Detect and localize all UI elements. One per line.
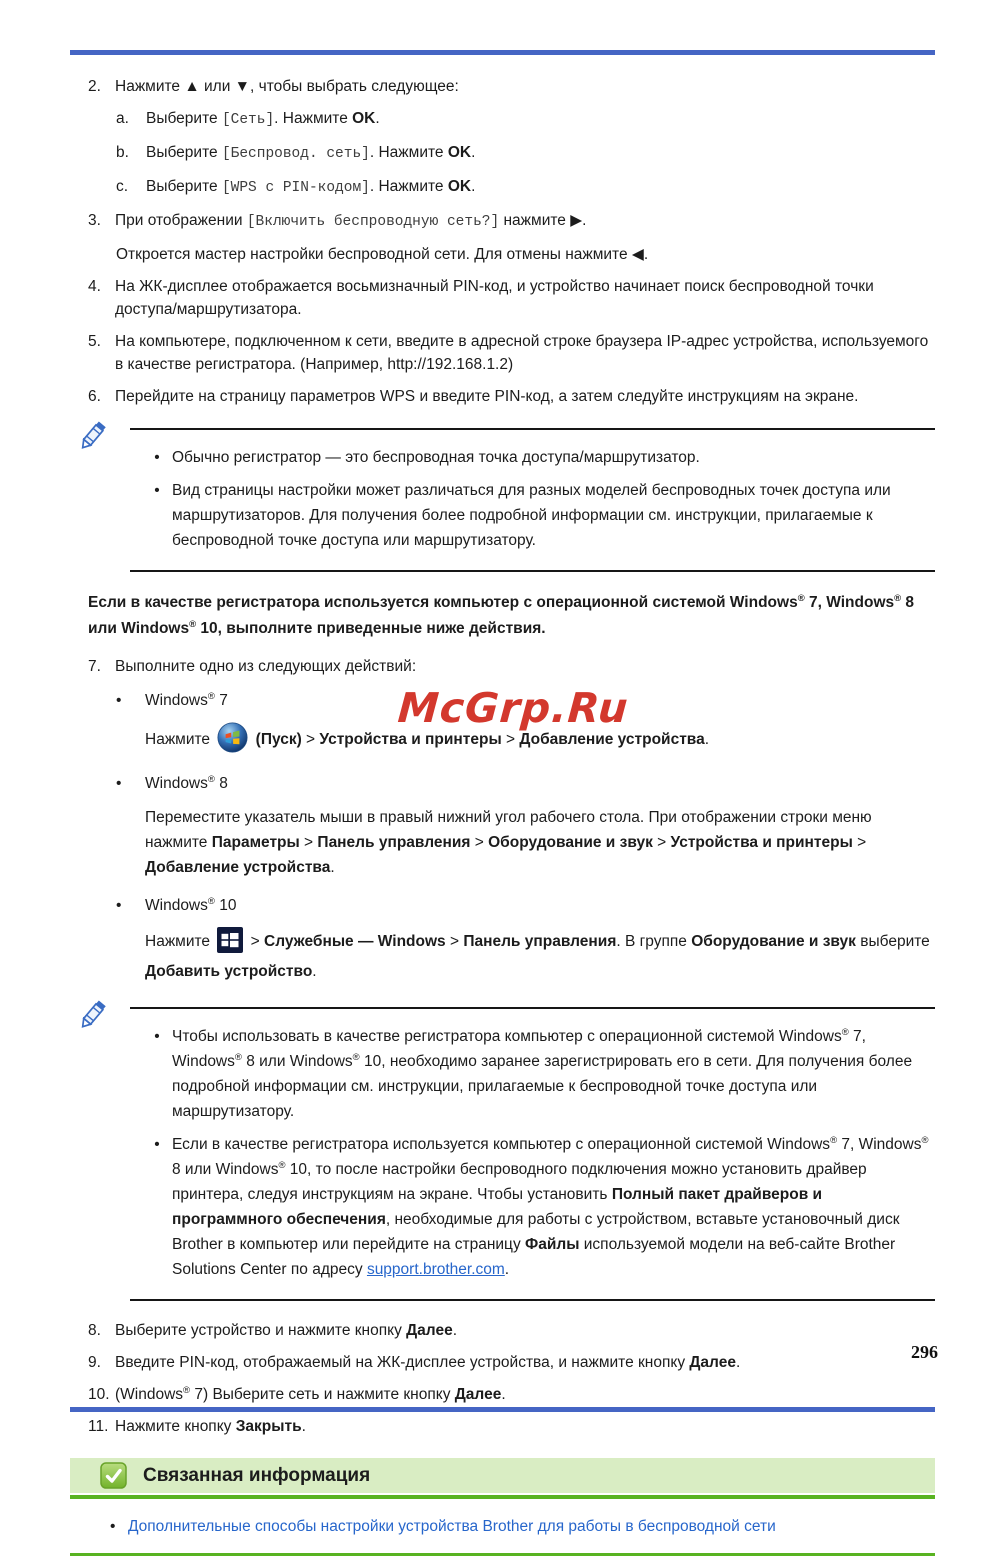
related-info-banner bbox=[70, 1458, 935, 1493]
text-run: 10, выполните приведенные ниже действия. bbox=[196, 620, 546, 637]
support-brother-link[interactable]: support.brother.com bbox=[366, 1261, 505, 1278]
windows8-instruction bbox=[70, 805, 935, 880]
bullet-glyph: • bbox=[116, 775, 122, 792]
text-run: Далее bbox=[406, 1322, 453, 1339]
text-run: ® bbox=[352, 1051, 360, 1063]
substep-label: a. bbox=[116, 110, 129, 127]
bullet-glyph: • bbox=[116, 692, 122, 709]
option-label bbox=[145, 772, 228, 795]
text-run: На ЖК-дисплее отображается восьмизначный PIN-код, и устройство начинает поиск беспроводной точки доступа/маршрутизатора. bbox=[115, 278, 874, 318]
text-run: > bbox=[301, 731, 320, 748]
text-run: Обычно регистратор — это беспроводная точка доступа/маршрутизатор. bbox=[172, 449, 700, 466]
text-run: ® bbox=[207, 773, 215, 785]
text-run: Добавление устройства bbox=[519, 731, 705, 748]
text-run: Выберите bbox=[146, 178, 222, 195]
step-text bbox=[115, 275, 935, 321]
text-run: . bbox=[471, 178, 476, 195]
text-run: > bbox=[445, 933, 464, 950]
substep-text bbox=[146, 141, 475, 166]
text-run: [Сеть] bbox=[221, 112, 275, 128]
text-run: 7, Windows bbox=[804, 594, 895, 611]
text-run: ® bbox=[830, 1134, 838, 1146]
text-run: Панель управления bbox=[463, 933, 617, 950]
step-4 bbox=[70, 275, 935, 321]
text-run: ® bbox=[207, 690, 215, 702]
note-text bbox=[172, 1132, 935, 1282]
text-run: Windows bbox=[145, 897, 208, 914]
step-text bbox=[115, 209, 935, 234]
text-run: Выберите bbox=[146, 144, 222, 161]
step-text bbox=[115, 1383, 935, 1406]
bullet-glyph: • bbox=[154, 1028, 160, 1045]
text-run: выберите bbox=[855, 933, 930, 950]
text-run: ® bbox=[183, 1384, 191, 1396]
text-run: Закрыть bbox=[235, 1418, 302, 1435]
text-run: 7 bbox=[214, 692, 228, 709]
option-label bbox=[145, 689, 228, 712]
note-box-2 bbox=[130, 1007, 935, 1301]
text-run: . Нажмите bbox=[369, 178, 448, 195]
step-number: 7. bbox=[88, 658, 101, 675]
related-info-section bbox=[70, 1458, 935, 1556]
step-7 bbox=[70, 655, 935, 678]
step-2 bbox=[70, 75, 935, 98]
text-run: Выполните одно из следующих действий: bbox=[115, 658, 417, 675]
step-10 bbox=[70, 1383, 935, 1406]
text-run: 8 или Windows bbox=[172, 1161, 279, 1178]
note-box-1 bbox=[130, 428, 935, 572]
text-run: OK bbox=[447, 178, 472, 195]
step-5 bbox=[70, 330, 935, 376]
text-run: 8 или Windows bbox=[241, 1053, 353, 1070]
text-run: . bbox=[330, 859, 335, 876]
site-watermark: McGrp.Ru bbox=[396, 684, 631, 732]
related-link-row bbox=[110, 1516, 935, 1538]
text-run: ® bbox=[921, 1134, 929, 1146]
substep-text bbox=[146, 107, 380, 132]
related-link[interactable]: Дополнительные способы настройки устройства Brother для работы в беспроводной сети bbox=[128, 1518, 776, 1535]
text-run: . bbox=[471, 144, 476, 161]
text-run: Устройства и принтеры bbox=[670, 834, 853, 851]
text-run: Добавить устройство bbox=[145, 963, 313, 980]
text-run: Windows bbox=[145, 775, 208, 792]
step-number: 5. bbox=[88, 333, 101, 350]
text-run: 8 bbox=[214, 775, 228, 792]
text-run: Нажмите кнопку bbox=[115, 1418, 236, 1435]
text-run: (Windows bbox=[115, 1386, 184, 1403]
text-run: ® bbox=[234, 1051, 242, 1063]
bullet-glyph: • bbox=[154, 449, 160, 466]
text-run: используемой модели на веб-сайте Brother Solutions Center по адресу bbox=[172, 1236, 896, 1278]
text-run: Перейдите на страницу параметров WPS и введите PIN-код, а затем следуйте инструкциям на экране. bbox=[115, 388, 859, 405]
text-run: 7, Windows bbox=[837, 1136, 922, 1153]
step-3-continuation bbox=[70, 243, 935, 266]
text-run: Панель управления bbox=[317, 834, 471, 851]
text-run: [Включить беспроводную сеть?] bbox=[246, 214, 500, 230]
text-run: Устройства и принтеры bbox=[319, 731, 502, 748]
registrar-intro-paragraph bbox=[70, 590, 935, 642]
text-run: Полный пакет драйверов и программного обеспечения bbox=[172, 1186, 823, 1228]
bullet-glyph: • bbox=[154, 1136, 160, 1153]
text-run: ® bbox=[207, 895, 215, 907]
step-text bbox=[115, 385, 935, 408]
text-run: . В группе bbox=[616, 933, 692, 950]
step-number: 2. bbox=[88, 78, 101, 95]
text-run: ® bbox=[189, 618, 197, 630]
text-run: [Беспровод. сеть] bbox=[221, 146, 370, 162]
text-run: ® bbox=[894, 592, 902, 604]
bullet-glyph: • bbox=[110, 1518, 116, 1535]
step-11 bbox=[70, 1415, 935, 1438]
text-run: . Нажмите bbox=[274, 110, 353, 127]
text-run: Нажмите bbox=[145, 731, 215, 748]
note-bullet bbox=[142, 1132, 935, 1282]
checkmark-icon bbox=[100, 1462, 127, 1489]
text-run: Выберите bbox=[146, 110, 222, 127]
text-run: > bbox=[299, 834, 318, 851]
windows10-option bbox=[70, 894, 935, 917]
note-bullet bbox=[142, 478, 935, 553]
text-run: , необходимые для работы с устройством, вставьте установочный диск Brother в компьютер или перейдите на страницу bbox=[172, 1211, 900, 1253]
step-text bbox=[115, 655, 935, 678]
text-run: . bbox=[375, 110, 380, 127]
text-run: Служебные — Windows bbox=[264, 933, 446, 950]
text-run: 7, Windows bbox=[172, 1028, 866, 1070]
text-run: 8 или Windows bbox=[88, 594, 915, 637]
text-run: (Пуск) bbox=[255, 731, 302, 748]
page-number: 296 bbox=[911, 1342, 938, 1362]
step-text bbox=[115, 330, 935, 376]
windows10-start-icon bbox=[217, 927, 243, 953]
page-content bbox=[70, 66, 935, 1556]
text-run: Вид страницы настройки может различаться для разных моделей беспроводных точек доступа или маршрутизаторов. Для получения более подробной информации см. инструкции, прилагаемые к беспроводной точке доступа или маршрутизатору. bbox=[172, 482, 891, 549]
text-run: Файлы bbox=[525, 1236, 580, 1253]
substep-label: b. bbox=[116, 144, 129, 161]
text-run: Выберите устройство и нажмите кнопку bbox=[115, 1322, 407, 1339]
text-run: Нажмите ▲ или ▼, чтобы выбрать следующее: bbox=[115, 78, 459, 95]
step-number: 9. bbox=[88, 1354, 101, 1371]
windows7-option bbox=[70, 689, 935, 712]
text-run: > bbox=[652, 834, 671, 851]
text-run: . bbox=[501, 1386, 506, 1403]
related-info-title: Связанная информация bbox=[143, 1464, 371, 1486]
text-run: Откроется мастер настройки беспроводной сети. Для отмены нажмите ◀. bbox=[116, 246, 649, 263]
note-text bbox=[172, 445, 935, 470]
text-run: 10 bbox=[214, 897, 237, 914]
text-run: Добавление устройства bbox=[145, 859, 331, 876]
text-run: . bbox=[735, 1354, 741, 1371]
step-text bbox=[115, 75, 935, 98]
pencil-icon bbox=[74, 993, 114, 1040]
text-run: > bbox=[250, 933, 265, 950]
step-number: 3. bbox=[88, 212, 101, 229]
text-run: Если в качестве регистратора используется компьютер с операционной системой Windows bbox=[172, 1136, 831, 1153]
text-run: При отображении bbox=[115, 212, 247, 229]
text-run: Чтобы использовать в качестве регистратора компьютер с операционной системой Windows bbox=[172, 1028, 842, 1045]
substep-text bbox=[146, 175, 475, 200]
text-run: Если в качестве регистратора используется компьютер с операционной системой Windows bbox=[88, 594, 798, 611]
bullet-glyph: • bbox=[116, 897, 122, 914]
step-number: 4. bbox=[88, 278, 101, 295]
bullet-glyph: • bbox=[154, 482, 160, 499]
text-run: Параметры bbox=[211, 834, 300, 851]
bottom-rule bbox=[70, 1407, 935, 1412]
text-run: 7) Выберите сеть и нажмите кнопку bbox=[190, 1386, 455, 1403]
step-text bbox=[115, 1415, 935, 1438]
step-number: 8. bbox=[88, 1322, 101, 1339]
text-run: ® bbox=[797, 592, 805, 604]
step-8 bbox=[70, 1319, 935, 1342]
step-6 bbox=[70, 385, 935, 408]
substep-label: c. bbox=[116, 178, 129, 195]
text-run: . bbox=[452, 1322, 457, 1339]
note-bullet bbox=[142, 445, 935, 470]
note-text bbox=[172, 1024, 935, 1124]
pencil-icon bbox=[74, 414, 114, 461]
text-run: Далее bbox=[689, 1354, 736, 1371]
option-label bbox=[145, 894, 236, 917]
step-text bbox=[115, 1319, 935, 1342]
text-run: ® bbox=[278, 1159, 286, 1171]
text-run: Оборудование и звук bbox=[488, 834, 653, 851]
step-number: 11. bbox=[88, 1418, 109, 1435]
step-number: 6. bbox=[88, 388, 101, 405]
text-run: . bbox=[504, 1261, 510, 1278]
text-run: > bbox=[470, 834, 489, 851]
windows10-instruction bbox=[70, 927, 935, 987]
note-bullet bbox=[142, 1024, 935, 1124]
text-run: Оборудование и звук bbox=[691, 933, 856, 950]
step-9 bbox=[70, 1351, 935, 1374]
text-run: Windows bbox=[145, 692, 208, 709]
text-run: ® bbox=[841, 1026, 849, 1038]
top-rule bbox=[70, 50, 935, 55]
text-run: 10, необходимо заранее зарегистрировать его в сети. Для получения более подробной информации см. инструкции, прилагаемые к беспроводной точке доступа или маршрутизатору. bbox=[172, 1053, 913, 1120]
text-run: На компьютере, подключенном к сети, введите в адресной строке браузера IP-адрес устройства, используемого в качестве регистратора. (Например, http://192.168.1.2) bbox=[115, 333, 929, 373]
step-number: 10. bbox=[88, 1386, 110, 1403]
windows8-option bbox=[70, 772, 935, 795]
step-3 bbox=[70, 209, 935, 234]
text-run: Переместите указатель мыши в правый нижний угол рабочего стола. При отображении строки меню нажмите bbox=[145, 809, 872, 851]
text-run: OK bbox=[447, 144, 472, 161]
text-run: Нажмите bbox=[145, 933, 215, 950]
text-run: . bbox=[301, 1418, 306, 1435]
windows7-start-icon bbox=[217, 722, 248, 753]
text-run: . Нажмите bbox=[369, 144, 448, 161]
text-run: . bbox=[704, 731, 710, 748]
substep-c bbox=[70, 175, 935, 200]
green-divider bbox=[70, 1495, 935, 1499]
text-run: Далее bbox=[454, 1386, 502, 1403]
substep-b bbox=[70, 141, 935, 166]
note-text bbox=[172, 478, 935, 553]
substep-a bbox=[70, 107, 935, 132]
windows7-instruction bbox=[70, 722, 935, 758]
text-run: OK bbox=[352, 110, 376, 127]
text-run: Введите PIN-код, отображаемый на ЖК-дисплее устройства, и нажмите кнопку bbox=[115, 1354, 690, 1371]
text-run: нажмите ▶. bbox=[499, 212, 587, 229]
text-run: [WPS с PIN-кодом] bbox=[221, 180, 370, 196]
text-run: > bbox=[501, 731, 520, 748]
text-run: 10, то после настройки беспроводного подключения можно установить драйвер принтера, следуя инструкциям на экране. Чтобы установить bbox=[172, 1161, 867, 1203]
text-run: . bbox=[312, 963, 317, 980]
step-text bbox=[115, 1351, 935, 1374]
text-run: > bbox=[852, 834, 867, 851]
